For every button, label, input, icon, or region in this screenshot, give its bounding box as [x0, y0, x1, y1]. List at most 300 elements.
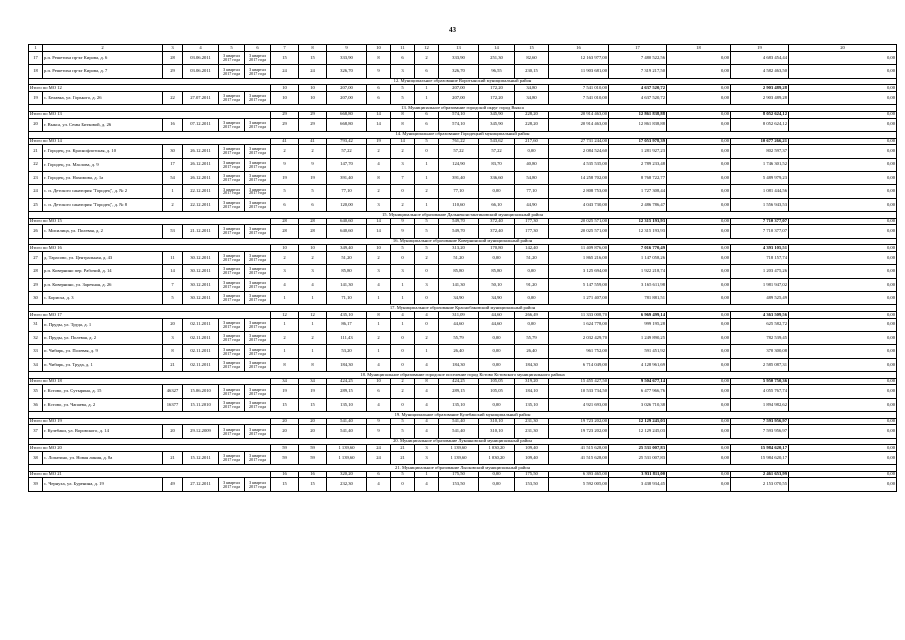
subtotal-area-private: 1 030,20 — [479, 445, 515, 452]
subtotal-area-total: 541,40 — [327, 418, 367, 425]
actual-end-date: 3 квартал 2017 года — [245, 65, 271, 78]
area-relocation: 549,70 — [439, 225, 479, 238]
area-relocation: 153,50 — [439, 478, 479, 491]
row-index: 21 — [29, 145, 43, 158]
column-number: 18 — [667, 45, 731, 52]
residents-planned: 4 — [271, 278, 299, 291]
subtotal-cost-regional: 0,00 — [667, 245, 731, 252]
area-municipal: 26,40 — [515, 345, 549, 358]
area-total: 111,43 — [327, 331, 367, 344]
cost-local: 15 984 620,17 — [731, 451, 789, 464]
row-index: 17 — [29, 52, 43, 65]
planned-end-date: 3 квартал 2017 года — [219, 385, 245, 398]
area-private: 310,10 — [479, 425, 515, 438]
subtotal-residents-planned: 10 — [271, 245, 299, 252]
subtotal-rooms-total: 19 — [367, 138, 391, 145]
area-total: 135,10 — [327, 398, 367, 411]
cost-local: 1 081 444,56 — [731, 185, 789, 198]
subtotal-residents-planned: 12 — [271, 312, 299, 319]
subtotal-area-municipal: 217,60 — [515, 138, 549, 145]
cost-regional: 0,00 — [667, 52, 731, 65]
area-total: 333,90 — [327, 52, 367, 65]
subtotal-cost-local: 4 363 509,56 — [731, 312, 789, 319]
area-relocation: 135,10 — [439, 398, 479, 411]
residents-planned: 20 — [271, 425, 299, 438]
subtotal-cost-extra: 0,00 — [789, 111, 897, 118]
house-row — [29, 385, 897, 398]
subtotal-cost-total: 11 409 876,00 — [549, 245, 609, 252]
actual-end-date: 3 квартал 2017 года — [245, 118, 271, 131]
address: р.п. Ковернино пер. Рабочий, д. 14 — [43, 265, 163, 278]
subtotal-cost-fund: 9 504 677,14 — [609, 378, 667, 385]
subtotal-cost-local: 2 903 489,28 — [731, 85, 789, 92]
rooms-total: 1 — [367, 345, 391, 358]
area-private: 0,00 — [479, 345, 515, 358]
actual-end-date: 3 квартал 2017 года — [245, 171, 271, 184]
area-total: 232,30 — [327, 478, 367, 491]
area-private: 172,20 — [479, 91, 515, 104]
subtotal-cost-total: 20 914 463,00 — [549, 111, 609, 118]
cost-extra: 0,00 — [789, 52, 897, 65]
rooms-private: 2 — [391, 198, 415, 211]
rooms-total: 9 — [367, 425, 391, 438]
residents-planned: 19 — [271, 385, 299, 398]
rooms-private: 5 — [391, 425, 415, 438]
actual-end-date: 3 квартал 2017 года — [245, 398, 271, 411]
subtotal-label: Итого по МО 13 — [29, 111, 271, 118]
area-relocation: 85,80 — [439, 265, 479, 278]
residents-planned: 1 — [271, 318, 299, 331]
cost-extra: 0,00 — [789, 398, 897, 411]
area-private: 0,00 — [479, 358, 515, 371]
residents-planned: 9 — [271, 158, 299, 171]
subtotal-area-municipal: 266,49 — [515, 312, 549, 319]
subtotal-cost-extra: 0,00 — [789, 312, 897, 319]
planned-end-date: 3 квартал 2017 года — [219, 251, 245, 264]
address: п. Пруды, ул. Труда, д. 1 — [43, 318, 163, 331]
residents-actual: 1 — [299, 318, 327, 331]
rooms-total: 4 — [367, 278, 391, 291]
rooms-total: 4 — [367, 158, 391, 171]
area-private: 34,90 — [479, 292, 515, 305]
subtotal-residents-actual: 29 — [299, 111, 327, 118]
rooms-total: 2 — [367, 251, 391, 264]
subtotal-area-municipal: 177,30 — [515, 218, 549, 225]
area-relocation: 110,60 — [439, 198, 479, 211]
document-date: 02.11.2011 — [183, 331, 219, 344]
subtotal-cost-local: 2 461 653,99 — [731, 471, 789, 478]
rooms-municipal: 3 — [415, 278, 439, 291]
cost-regional: 0,00 — [667, 318, 731, 331]
cost-local: 7 593 956,97 — [731, 425, 789, 438]
rooms-private: 2 — [391, 145, 415, 158]
cost-local: 5 489 979,23 — [731, 171, 789, 184]
planned-end-date: 3 квартал 2017 года — [219, 451, 245, 464]
house-number: 1 — [163, 185, 183, 198]
section-title: 17. Муниципальное образование Краснобаковский муниципальный район — [29, 305, 897, 312]
cost-regional: 0,00 — [667, 158, 731, 171]
actual-end-date: 3 квартал 2017 года — [245, 478, 271, 491]
cost-local: 2 585 087,31 — [731, 358, 789, 371]
subtotal-cost-regional: 0,00 — [667, 312, 731, 319]
subtotal-residents-planned: 29 — [271, 111, 299, 118]
rooms-private: 9 — [391, 225, 415, 238]
rooms-municipal: 4 — [415, 425, 439, 438]
subtotal-row — [29, 245, 897, 252]
rooms-private: 1 — [391, 292, 415, 305]
address: р.п. Ковернино, ул. Заречная, д. 26 — [43, 278, 163, 291]
row-index: 34 — [29, 358, 43, 371]
subtotal-cost-extra: 0,00 — [789, 138, 897, 145]
resettlement-table — [28, 44, 897, 492]
address: с. Лопатино, ул. Новая линия, д. 8а — [43, 451, 163, 464]
address: г. Кстово, ул. Сутырина, д. 15 — [43, 385, 163, 398]
cost-fund: 6 477 966,76 — [609, 385, 667, 398]
area-relocation: 26,40 — [439, 345, 479, 358]
subtotal-residents-planned: 10 — [271, 85, 299, 92]
cost-total: 2 808 753,00 — [549, 185, 609, 198]
rooms-total: 14 — [367, 118, 391, 131]
rooms-total: 1 — [367, 292, 391, 305]
subtotal-cost-local: 7 710 377,07 — [731, 218, 789, 225]
planned-end-date: 3 квартал 2017 года — [219, 65, 245, 78]
row-index: 26 — [29, 225, 43, 238]
rooms-total: 4 — [367, 478, 391, 491]
subtotal-label: Итого по МО 15 — [29, 218, 271, 225]
area-private: 57,22 — [479, 145, 515, 158]
cost-regional: 0,00 — [667, 451, 731, 464]
cost-fund: 25 531 007,83 — [609, 451, 667, 464]
cost-extra: 0,00 — [789, 345, 897, 358]
cost-fund: 4 637 520,72 — [609, 91, 667, 104]
subtotal-cost-fund: 17 053 978,39 — [609, 138, 667, 145]
subtotal-row — [29, 418, 897, 425]
subtotal-area-relocation: 313,20 — [439, 245, 479, 252]
subtotal-cost-regional: 0,00 — [667, 111, 731, 118]
address: с. Чернуха, ул. Буренина, д. 19 — [43, 478, 163, 491]
subtotal-rooms-private: 4 — [391, 312, 415, 319]
cost-regional: 0,00 — [667, 145, 731, 158]
document-date: 07.12.2011 — [183, 118, 219, 131]
row-index: 24 — [29, 185, 43, 198]
area-total: 77,10 — [327, 185, 367, 198]
area-municipal: 0,00 — [515, 145, 549, 158]
area-municipal: 82,60 — [515, 52, 549, 65]
subtotal-residents-actual: 20 — [299, 418, 327, 425]
rooms-private: 3 — [391, 265, 415, 278]
rooms-total: 1 — [367, 318, 391, 331]
section-header-row — [29, 131, 897, 138]
residents-planned: 1 — [271, 292, 299, 305]
subtotal-cost-fund: 12 861 838,88 — [609, 111, 667, 118]
row-index: 27 — [29, 251, 43, 264]
subtotal-cost-fund: 6 969 499,14 — [609, 312, 667, 319]
cost-local: 8 052 624,12 — [731, 118, 789, 131]
cost-extra: 0,00 — [789, 265, 897, 278]
area-total: 53,20 — [327, 345, 367, 358]
subtotal-rooms-total: 6 — [367, 85, 391, 92]
area-private: 66,10 — [479, 198, 515, 211]
planned-end-date: 3 квартал 2017 года — [219, 158, 245, 171]
column-number-row — [29, 45, 897, 52]
column-number: 4 — [183, 45, 219, 52]
subtotal-cost-local: 4 393 105,51 — [731, 245, 789, 252]
column-number: 20 — [789, 45, 897, 52]
column-number: 6 — [245, 45, 271, 52]
section-title: 21. Муниципальное образование Лысковский муниципальный район — [29, 465, 897, 472]
subtotal-area-relocation: 311,09 — [439, 312, 479, 319]
rooms-municipal: 0 — [415, 318, 439, 331]
cost-regional: 0,00 — [667, 185, 731, 198]
address: р.п. Решетиха пр-кт Кирова, д. 6 — [43, 52, 163, 65]
residents-actual: 4 — [299, 278, 327, 291]
area-private: 0,00 — [479, 478, 515, 491]
address: с. Борисха, д. 3 — [43, 292, 163, 305]
subtotal-area-municipal: 175,50 — [515, 471, 549, 478]
area-municipal: 135,10 — [515, 398, 549, 411]
rooms-total: 24 — [367, 451, 391, 464]
rooms-municipal: 4 — [415, 398, 439, 411]
cost-extra: 0,00 — [789, 358, 897, 371]
subtotal-area-relocation: 574,10 — [439, 111, 479, 118]
document-date: 26.12.2011 — [183, 145, 219, 158]
planned-end-date: 3 квартал 2017 года — [219, 398, 245, 411]
subtotal-area-total: 668,80 — [327, 111, 367, 118]
document-date: 30.12.2011 — [183, 251, 219, 264]
rooms-municipal: 6 — [415, 65, 439, 78]
house-number: 2 — [163, 198, 183, 211]
subtotal-area-relocation: 541,40 — [439, 418, 479, 425]
planned-end-date: 3 квартал 2017 года — [219, 345, 245, 358]
rooms-municipal: 2 — [415, 185, 439, 198]
residents-actual: 2 — [299, 331, 327, 344]
area-relocation: 124,90 — [439, 158, 479, 171]
section-header-row — [29, 238, 897, 245]
subtotal-area-total: 424,25 — [327, 378, 367, 385]
subtotal-row — [29, 138, 897, 145]
cost-fund: 1 727 308,44 — [609, 185, 667, 198]
subtotal-rooms-private: 2 — [391, 378, 415, 385]
row-index: 31 — [29, 318, 43, 331]
cost-total: 41 515 628,00 — [549, 451, 609, 464]
planned-end-date: 3 квартал 2017 года — [219, 171, 245, 184]
house-row — [29, 425, 897, 438]
rooms-municipal: 4 — [415, 478, 439, 491]
cost-total: 1 271 407,00 — [549, 292, 609, 305]
document-date: 15.11.2010 — [183, 398, 219, 411]
subtotal-rooms-private: 5 — [391, 85, 415, 92]
cost-extra: 0,00 — [789, 385, 897, 398]
actual-end-date: 3 квартал 2017 года — [245, 345, 271, 358]
subtotal-area-private: 310,10 — [479, 418, 515, 425]
planned-end-date: 3 квартал 2017 года — [219, 91, 245, 104]
cost-local: 802 597,37 — [731, 145, 789, 158]
address: п. Чибирь, ул. Труда, д. 1 — [43, 358, 163, 371]
house-row — [29, 65, 897, 78]
subtotal-row — [29, 378, 897, 385]
cost-local: 4 055 767,74 — [731, 385, 789, 398]
subtotal-area-relocation: 207,00 — [439, 85, 479, 92]
subtotal-rooms-municipal: 6 — [415, 111, 439, 118]
residents-planned: 6 — [271, 198, 299, 211]
section-title: 16. Муниципальное образование Ковернинский муниципальный район — [29, 238, 897, 245]
house-number: 20 — [163, 425, 183, 438]
area-municipal: 228,20 — [515, 118, 549, 131]
document-date: 02.11.2011 — [183, 358, 219, 371]
residents-planned: 19 — [271, 171, 299, 184]
house-row — [29, 318, 897, 331]
house-number: 20 — [163, 318, 183, 331]
cost-total: 2 032 429,70 — [549, 331, 609, 344]
subtotal-rooms-private: 14 — [391, 138, 415, 145]
area-private: 50,10 — [479, 278, 515, 291]
subtotal-cost-regional: 0,00 — [667, 418, 731, 425]
subtotal-residents-actual: 10 — [299, 245, 327, 252]
rooms-municipal: 4 — [415, 358, 439, 371]
actual-end-date: 3 квартал 2017 года — [245, 225, 271, 238]
section-title: 18. Муниципальное образование городское поселение город Кстово Кстовского муниципального района — [29, 372, 897, 379]
column-number: 9 — [327, 45, 367, 52]
document-date: 30.12.2011 — [183, 292, 219, 305]
area-total: 1 139,60 — [327, 451, 367, 464]
residents-planned: 8 — [271, 358, 299, 371]
actual-end-date: 3 квартал 2017 года — [245, 292, 271, 305]
subtotal-cost-regional: 0,00 — [667, 445, 731, 452]
cost-total: 11 903 681,00 — [549, 65, 609, 78]
cost-fund: 1 922 218,74 — [609, 265, 667, 278]
house-number: 16377 — [163, 398, 183, 411]
rooms-total: 3 — [367, 198, 391, 211]
subtotal-residents-actual: 41 — [299, 138, 327, 145]
rooms-private: 0 — [391, 358, 415, 371]
cost-local: 718 157,74 — [731, 251, 789, 264]
area-private: 105,05 — [479, 385, 515, 398]
row-index: 20 — [29, 118, 43, 131]
subtotal-cost-total: 7 541 010,00 — [549, 85, 609, 92]
subtotal-area-municipal: 319,20 — [515, 378, 549, 385]
subtotal-cost-fund: 25 531 007,83 — [609, 445, 667, 452]
residents-actual: 10 — [299, 91, 327, 104]
cost-fund: 1 249 890,25 — [609, 331, 667, 344]
address: г. Городец, ул. Краснофлотская, д. 10 — [43, 145, 163, 158]
actual-end-date: 3 квартал 2017 года — [245, 358, 271, 371]
cost-fund: 781 881,51 — [609, 292, 667, 305]
section-header-row — [29, 412, 897, 419]
cost-regional: 0,00 — [667, 118, 731, 131]
cost-total: 4 535 535,00 — [549, 158, 609, 171]
cost-extra: 0,00 — [789, 331, 897, 344]
planned-end-date: 3 квартал 2017 года — [219, 118, 245, 131]
row-index: 30 — [29, 292, 43, 305]
residents-actual: 19 — [299, 385, 327, 398]
rooms-municipal: 4 — [415, 385, 439, 398]
cost-total: 7 541 010,00 — [549, 91, 609, 104]
house-number: 53 — [163, 225, 183, 238]
document-date: 27.12.2011 — [183, 478, 219, 491]
subtotal-cost-local: 10 677 266,21 — [731, 138, 789, 145]
rooms-municipal: 2 — [415, 331, 439, 344]
cost-fund: 591 451,92 — [609, 345, 667, 358]
rooms-private: 0 — [391, 185, 415, 198]
subtotal-area-private: 172,20 — [479, 85, 515, 92]
section-title: 20. Муниципальное образование Лукояновский муниципальный район — [29, 438, 897, 445]
residents-planned: 15 — [271, 52, 299, 65]
area-total: 85,80 — [327, 265, 367, 278]
house-row — [29, 91, 897, 104]
rooms-private: 1 — [391, 278, 415, 291]
document-date: 29.12.2009 — [183, 425, 219, 438]
house-row — [29, 52, 897, 65]
row-index: 19 — [29, 91, 43, 104]
rooms-private: 2 — [391, 385, 415, 398]
cost-fund: 3 026 710,38 — [609, 398, 667, 411]
house-number: 17 — [163, 158, 183, 171]
subtotal-area-total: 207,00 — [327, 85, 367, 92]
cost-regional: 0,00 — [667, 425, 731, 438]
document-date: 02.11.2011 — [183, 318, 219, 331]
house-number: 5 — [163, 292, 183, 305]
subtotal-residents-planned: 28 — [271, 218, 299, 225]
subtotal-rooms-private: 8 — [391, 111, 415, 118]
rooms-private: 21 — [391, 451, 415, 464]
section-title: 15. Муниципальное образование Дальнеконстантиновский муниципальный район — [29, 212, 897, 219]
cost-total: 20 025 571,00 — [549, 225, 609, 238]
house-number: 22 — [163, 91, 183, 104]
page-number: 43 — [449, 26, 456, 34]
subtotal-area-private: 44,60 — [479, 312, 515, 319]
planned-end-date: 3 квартал 2017 года — [219, 425, 245, 438]
subtotal-rooms-total: 9 — [367, 418, 391, 425]
house-number: 21 — [163, 451, 183, 464]
document-date: 03.06.2011 — [183, 65, 219, 78]
rooms-municipal: 1 — [415, 91, 439, 104]
rooms-total: 2 — [367, 331, 391, 344]
subtotal-rooms-total: 14 — [367, 218, 391, 225]
house-number: 11 — [163, 251, 183, 264]
residents-actual: 8 — [299, 358, 327, 371]
cost-total: 961 752,00 — [549, 345, 609, 358]
cost-total: 10 533 734,50 — [549, 385, 609, 398]
rooms-total: 6 — [367, 385, 391, 398]
area-total: 86,17 — [327, 318, 367, 331]
document-date: 26.12.2011 — [183, 158, 219, 171]
area-municipal: 0,00 — [515, 292, 549, 305]
column-number: 14 — [479, 45, 515, 52]
cost-extra: 0,00 — [789, 251, 897, 264]
subtotal-residents-actual: 34 — [299, 378, 327, 385]
subtotal-cost-extra: 0,00 — [789, 218, 897, 225]
subtotal-row — [29, 471, 897, 478]
cost-extra: 0,00 — [789, 171, 897, 184]
subtotal-row — [29, 445, 897, 452]
planned-end-date: 3 квартал 2017 года — [219, 145, 245, 158]
subtotal-rooms-municipal: 4 — [415, 418, 439, 425]
subtotal-area-relocation: 1 139,60 — [439, 445, 479, 452]
rooms-private: 1 — [391, 318, 415, 331]
cost-total: 6 714 049,00 — [549, 358, 609, 371]
row-index: 29 — [29, 278, 43, 291]
cost-fund: 8 768 722,77 — [609, 171, 667, 184]
cost-extra: 0,00 — [789, 292, 897, 305]
house-row — [29, 398, 897, 411]
rooms-total: 8 — [367, 171, 391, 184]
section-title: 12. Муниципальное образование Воротынский муниципальный район — [29, 78, 897, 85]
rooms-total: 2 — [367, 185, 391, 198]
cost-fund: 3 165 611,98 — [609, 278, 667, 291]
cost-local: 370 300,08 — [731, 345, 789, 358]
rooms-municipal: 1 — [415, 345, 439, 358]
subtotal-rooms-private: 21 — [391, 445, 415, 452]
